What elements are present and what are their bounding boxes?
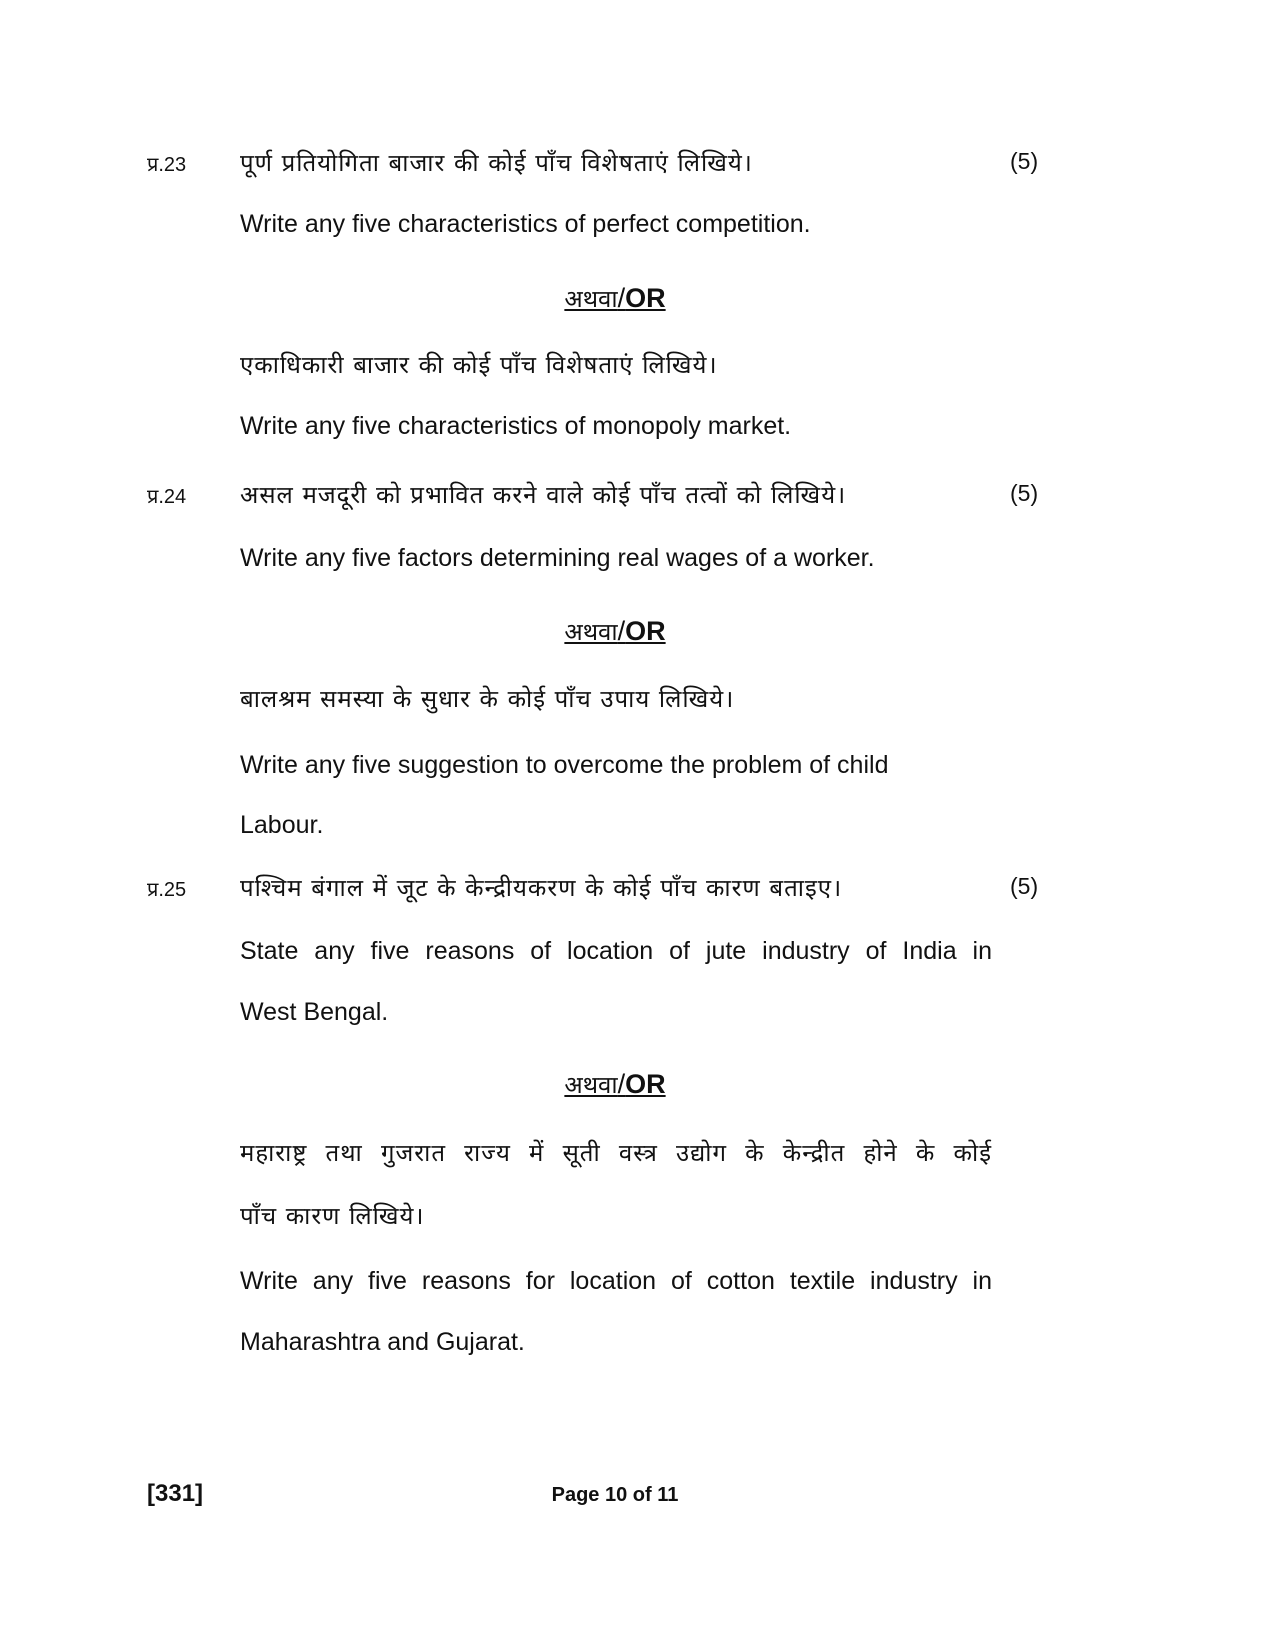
question-text-english-line1: State any five reasons of location of jute industry of India in (240, 937, 992, 965)
or-separator: / (617, 283, 626, 313)
alternative-question-hindi: एकाधिकारी बाजार की कोई पाँच विशेषताएं लिखिये। (240, 351, 718, 379)
alternative-question-hindi-line2: पाँच कारण लिखिये। (240, 1202, 425, 1230)
or-hindi: अथवा (564, 285, 618, 313)
or-divider (0, 1068, 1230, 1101)
or-hindi: अथवा (564, 1071, 618, 1099)
or-divider (0, 615, 1230, 648)
marks-label: (5) (1010, 873, 1039, 899)
marks-label: (5) (1010, 480, 1039, 506)
or-hindi: अथवा (564, 618, 618, 646)
question-text-english: Write any five characteristics of perfect competition. (240, 210, 811, 238)
question-number: प्र.24 (147, 486, 187, 508)
alternative-question-hindi-line1: महाराष्ट्र तथा गुजरात राज्य में सूती वस्त्र उद्योग के केन्द्रीत होने के कोई (240, 1139, 992, 1167)
paper-code: [331] (147, 1480, 204, 1507)
question-number: प्र.25 (147, 879, 187, 901)
question-text-hindi: असल मजदूरी को प्रभावित करने वाले कोई पाँच तत्वों को लिखिये। (240, 481, 847, 509)
alternative-question-english-line1: Write any five reasons for location of cotton textile industry in (240, 1267, 992, 1295)
alternative-question-hindi: बालश्रम समस्या के सुधार के कोई पाँच उपाय लिखिये। (240, 685, 735, 713)
or-english: OR (625, 616, 666, 646)
alternative-question-english-line2: Maharashtra and Gujarat. (240, 1328, 525, 1356)
question-text-english-line2: West Bengal. (240, 998, 389, 1026)
or-separator: / (617, 1069, 626, 1099)
or-english: OR (625, 283, 666, 313)
question-text-hindi: पूर्ण प्रतियोगिता बाजार की कोई पाँच विशेषताएं लिखिये। (240, 149, 753, 177)
question-text-hindi: पश्चिम बंगाल में जूट के केन्द्रीयकरण के कोई पाँच कारण बताइए। (240, 874, 843, 902)
alternative-question-english-line2: Labour. (240, 811, 324, 839)
or-separator: / (617, 616, 626, 646)
marks-label: (5) (1010, 148, 1039, 174)
alternative-question-english: Write any five characteristics of monopoly market. (240, 412, 792, 440)
page-number: Page 10 of 11 (551, 1484, 679, 1506)
or-divider (0, 282, 1230, 315)
alternative-question-english-line1: Write any five suggestion to overcome the problem of child (240, 751, 889, 779)
or-english: OR (625, 1069, 666, 1099)
question-number: प्र.23 (147, 154, 187, 176)
question-text-english: Write any five factors determining real wages of a worker. (240, 544, 875, 572)
